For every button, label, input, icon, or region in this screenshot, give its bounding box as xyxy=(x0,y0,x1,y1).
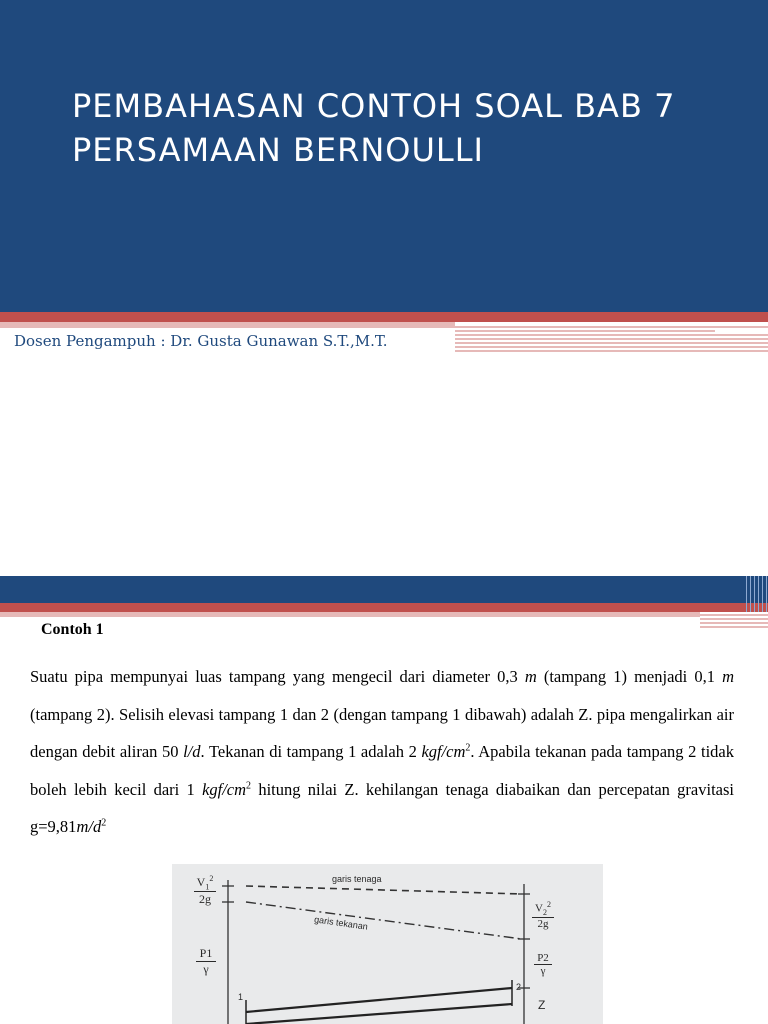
unit-meter: m xyxy=(722,667,734,686)
pressure-head-1 xyxy=(196,946,216,977)
unit-exponent: 2 xyxy=(101,817,107,829)
v1-sup: 2 xyxy=(209,874,214,883)
z-label: Z xyxy=(538,998,546,1012)
v1-sub: 1 xyxy=(205,882,210,892)
decor-stripe xyxy=(455,346,768,348)
p2-denominator: γ xyxy=(540,965,546,977)
v2-sub: 2 xyxy=(542,907,547,917)
decor-stripe xyxy=(455,326,768,328)
text-part: (tampang 1) menjadi 0,1 xyxy=(536,667,723,686)
pipe-bottom xyxy=(246,1004,512,1024)
decor-stripe xyxy=(700,614,768,616)
section-1-label: 1 xyxy=(238,992,244,1002)
title-line-2: PERSAMAAN BERNOULLI xyxy=(72,131,484,169)
content-slide-header xyxy=(0,576,768,603)
unit-exponent: 2 xyxy=(465,742,471,754)
unit-exponent: 2 xyxy=(246,780,252,791)
pressure-line-label: garis tekanan xyxy=(313,914,369,932)
v2-symbol: V xyxy=(535,902,543,915)
pipe-top xyxy=(246,988,512,1012)
decor-stripe xyxy=(700,626,768,628)
unit-meter: m xyxy=(524,667,537,686)
unit-liter-per-second: l/d xyxy=(183,742,201,761)
unit-meter-per-second: m/d xyxy=(76,817,102,836)
title-pink-band xyxy=(0,322,455,328)
decor-stripe xyxy=(455,350,768,352)
v2-sup: 2 xyxy=(546,900,551,909)
text-part: (tampang 2). Selisih elevasi tampang 1 dan 2 (dengan tampang 1 dibawah) adalah Z. pipa mengalirkan air dengan debit aliran 50 xyxy=(30,704,734,761)
example-heading: Contoh 1 xyxy=(41,621,104,638)
text-part: . Tekanan di tampang 1 adalah 2 xyxy=(200,742,422,761)
energy-line-label: garis tenaga xyxy=(332,874,382,884)
energy-line xyxy=(246,886,522,894)
decor-stripe xyxy=(455,338,768,340)
title-red-band xyxy=(0,312,768,322)
decor-stripe xyxy=(700,622,768,624)
title-line-1: PEMBAHASAN CONTOH SOAL BAB 7 xyxy=(72,87,676,125)
lecturer-subtitle: Dosen Pengampuh : Dr. Gusta Gunawan S.T.,M.T. xyxy=(14,332,388,350)
decor-vertical-stripes xyxy=(744,576,768,612)
decor-stripe xyxy=(455,334,768,336)
section-2-label: 2 xyxy=(516,982,522,992)
p1-symbol: P1 xyxy=(196,946,216,962)
v2-denominator: 2g xyxy=(537,917,549,930)
text-part: . Apabila tekanan pada tampang 2 tidak boleh lebih kecil dari 1 xyxy=(30,742,734,799)
pressure-line xyxy=(246,902,522,939)
p1-denominator: γ xyxy=(203,962,209,976)
decor-stripe xyxy=(700,618,768,620)
pressure-head-2 xyxy=(534,952,552,977)
velocity-head-1 xyxy=(194,874,216,907)
v1-symbol: V xyxy=(196,875,206,889)
slide-title xyxy=(72,84,752,172)
v1-denominator: 2g xyxy=(199,892,211,907)
decor-stripe xyxy=(455,342,768,344)
p2-symbol: P2 xyxy=(534,952,552,965)
problem-statement xyxy=(30,658,734,846)
velocity-head-2 xyxy=(532,900,554,930)
unit-kgf-per-cm: kgf/cm xyxy=(421,742,466,761)
content-pink-band xyxy=(0,612,700,617)
text-part: Suatu pipa mempunyai luas tampang yang mengecil dari diameter 0,3 xyxy=(30,667,525,686)
unit-kgf-per-cm: kgf/cm xyxy=(202,779,247,799)
decor-stripe xyxy=(455,330,715,332)
content-red-band xyxy=(0,603,768,612)
title-slide-header xyxy=(0,0,768,312)
text-part: hitung nilai Z. kehilangan tenaga diabaikan dan percepatan gravitasi g=9,81 xyxy=(30,779,734,836)
bernoulli-diagram xyxy=(172,864,603,1024)
